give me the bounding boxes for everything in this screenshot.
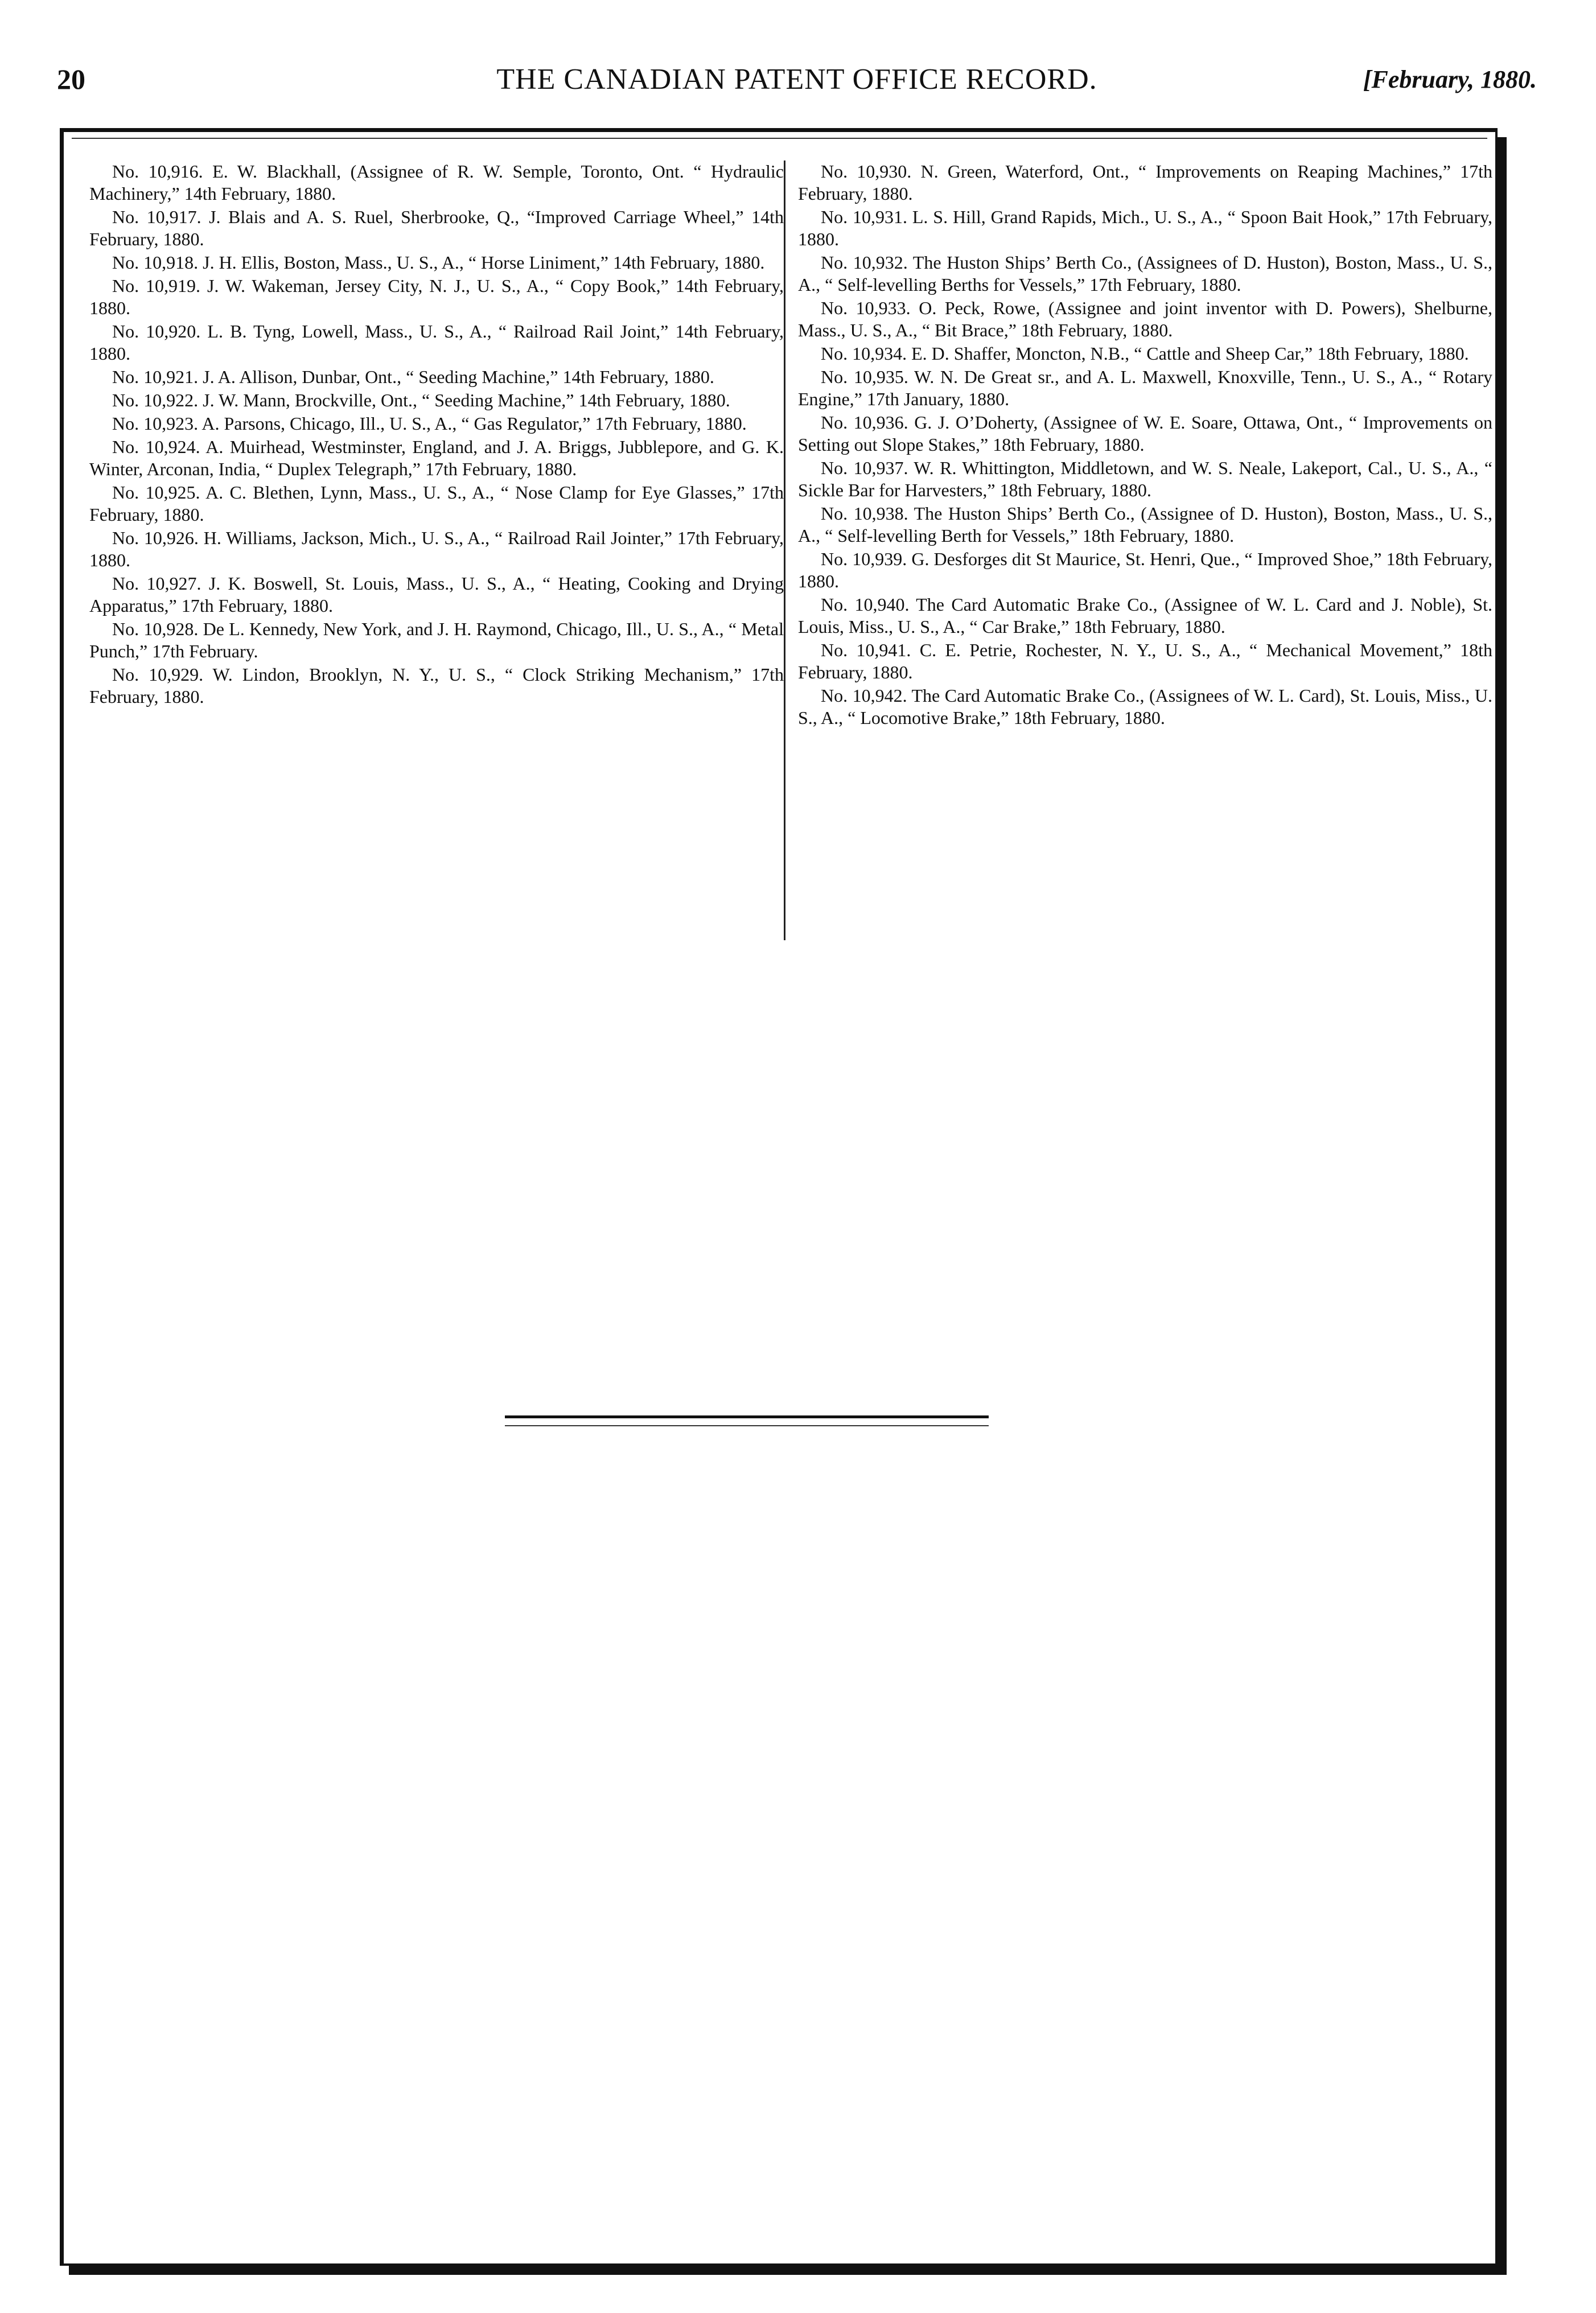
column-divider (784, 160, 785, 940)
patent-entry: No. 10,925. A. C. Blethen, Lynn, Mass., U. S., A., “ Nose Clamp for Eye Glasses,” 17th February, 1880. (89, 482, 784, 525)
left-column (89, 160, 784, 709)
patent-entry: No. 10,932. The Huston Ships’ Berth Co., (Assignees of D. Huston), Boston, Mass., U. S., A., “ Self-levelling Berths for Vessels,” 17th February, 1880. (798, 252, 1492, 295)
top-rule (72, 138, 1487, 139)
end-rule-thin (505, 1425, 989, 1426)
patent-entry: No. 10,919. J. W. Wakeman, Jersey City, N. J., U. S., A., “ Copy Book,” 14th February, 1880. (89, 275, 784, 318)
patent-entry: No. 10,926. H. Williams, Jackson, Mich., U. S., A., “ Railroad Rail Jointer,” 17th February, 1880. (89, 528, 784, 570)
patent-entry: No. 10,938. The Huston Ships’ Berth Co., (Assignee of D. Huston), Boston, Mass., U. S., A., “ Self-levelling Berth for Vessels,” 18th February, 1880. (798, 503, 1492, 546)
patent-entry: No. 10,923. A. Parsons, Chicago, Ill., U. S., A., “ Gas Regulator,” 17th February, 1880. (112, 413, 747, 434)
patent-entry: No. 10,916. E. W. Blackhall, (Assignee of R. W. Semple, Toronto, Ont. “ Hydraulic Machinery,” 14th February, 1880. (89, 161, 784, 204)
patent-entry: No. 10,933. O. Peck, Rowe, (Assignee and joint inventor with D. Powers), Shelburne, Mass., U. S., A., “ Bit Brace,” 18th February, 1880. (798, 298, 1492, 340)
patent-entry: No. 10,931. L. S. Hill, Grand Rapids, Mich., U. S., A., “ Spoon Bait Hook,” 17th February, 1880. (798, 207, 1492, 249)
patent-entry: No. 10,941. C. E. Petrie, Rochester, N. Y., U. S., A., “ Mechanical Movement,” 18th February, 1880. (798, 640, 1492, 682)
journal-title: THE CANADIAN PATENT OFFICE RECORD. (496, 63, 1097, 96)
patent-entry: No. 10,927. J. K. Boswell, St. Louis, Mass., U. S., A., “ Heating, Cooking and Drying Apparatus,” 17th February, 1880. (89, 573, 784, 616)
patent-entry: No. 10,929. W. Lindon, Brooklyn, N. Y., U. S., “ Clock Striking Mechanism,” 17th February, 1880. (89, 664, 784, 707)
right-column (798, 160, 1492, 730)
patent-entry: No. 10,939. G. Desforges dit St Maurice, St. Henri, Que., “ Improved Shoe,” 18th February, 1880. (798, 549, 1492, 591)
end-rule (505, 1415, 989, 1418)
patent-entry: No. 10,924. A. Muirhead, Westminster, England, and J. A. Briggs, Jubblepore, and G. K. Winter, Arconan, India, “ Duplex Telegraph,” 17th February, 1880. (89, 437, 784, 479)
patent-entry: No. 10,930. N. Green, Waterford, Ont., “ Improvements on Reaping Machines,” 17th February, 1880. (798, 161, 1492, 204)
patent-entry: No. 10,920. L. B. Tyng, Lowell, Mass., U. S., A., “ Railroad Rail Joint,” 14th February, 1880. (89, 321, 784, 364)
page-number: 20 (57, 63, 85, 95)
patent-entry: No. 10,936. G. J. O’Doherty, (Assignee of W. E. Soare, Ottawa, Ont., “ Improvements on Setting out Slope Stakes,” 18th February, 1880. (798, 412, 1492, 455)
patent-entry: No. 10,934. E. D. Shaffer, Moncton, N.B., “ Cattle and Sheep Car,” 18th February, 1880. (821, 343, 1469, 364)
patent-entry: No. 10,921. J. A. Allison, Dunbar, Ont., “ Seeding Machine,” 14th February, 1880. (112, 367, 714, 387)
page-header (57, 63, 1537, 114)
issue-date: [February, 1880. (1363, 65, 1537, 93)
patent-entry: No. 10,935. W. N. De Great sr., and A. L. Maxwell, Knoxville, Tenn., U. S., A., “ Rotary Engine,” 17th January, 1880. (798, 367, 1492, 409)
patent-entry: No. 10,937. W. R. Whittington, Middletown, and W. S. Neale, Lakeport, Cal., U. S., A., “ Sickle Bar for Harvesters,” 18th February, 1880. (798, 458, 1492, 500)
patent-entry: No. 10,917. J. Blais and A. S. Ruel, Sherbrooke, Q., “Improved Carriage Wheel,” 14th February, 1880. (89, 207, 784, 249)
patent-entry: No. 10,942. The Card Automatic Brake Co., (Assignees of W. L. Card), St. Louis, Miss., U. S., A., “ Locomotive Brake,” 18th February, 1880. (798, 685, 1492, 728)
page-frame (60, 128, 1498, 2266)
patent-entry: No. 10,940. The Card Automatic Brake Co., (Assignee of W. L. Card and J. Noble), St. Louis, Miss., U. S., A., “ Car Brake,” 18th February, 1880. (798, 594, 1492, 637)
patent-entry: No. 10,922. J. W. Mann, Brockville, Ont., “ Seeding Machine,” 14th February, 1880. (112, 390, 730, 410)
patent-entry: No. 10,918. J. H. Ellis, Boston, Mass., U. S., A., “ Horse Liniment,” 14th February, 1880. (112, 252, 765, 273)
patent-entry: No. 10,928. De L. Kennedy, New York, and J. H. Raymond, Chicago, Ill., U. S., A., “ Metal Punch,” 17th February. (89, 619, 784, 661)
